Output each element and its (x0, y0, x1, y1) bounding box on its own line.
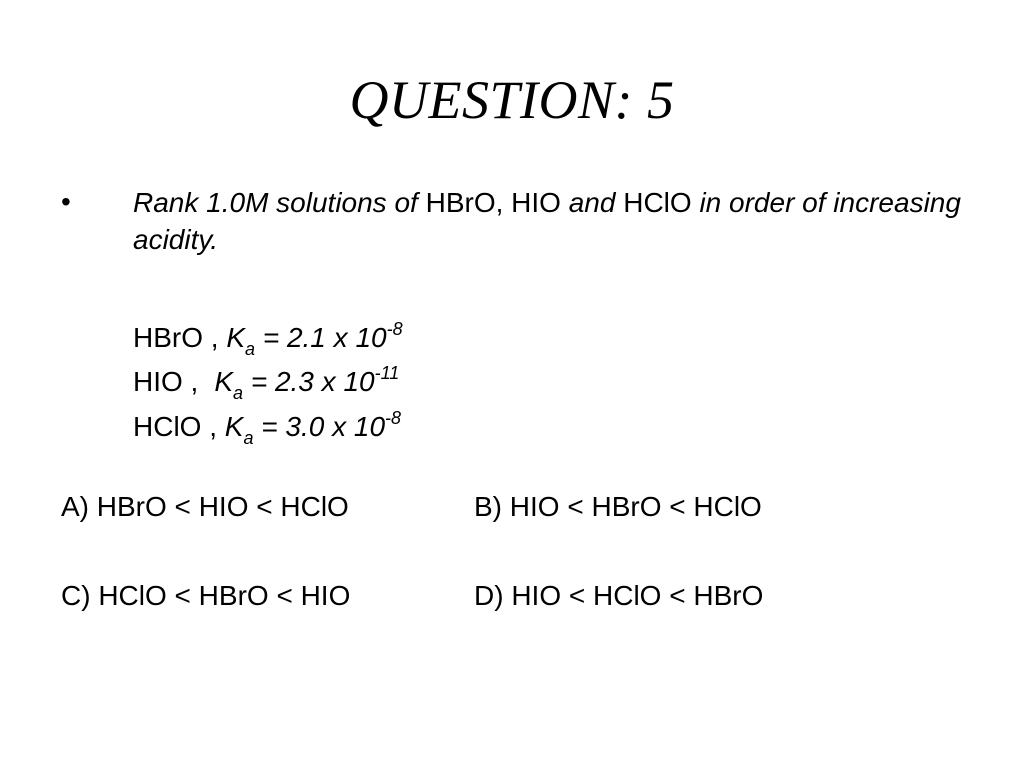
ka-symbol: K (214, 366, 234, 397)
ka-exponent: -8 (385, 408, 402, 428)
question-acid-hclo: HClO (623, 187, 692, 218)
ka-subscript: a (243, 428, 254, 448)
ka-line-hio (133, 364, 399, 403)
answer-choice-a: A) HBrO < HIO < HClO (61, 491, 349, 522)
answer-choice-d: D) HIO < HClO < HBrO (474, 580, 764, 611)
ka-expression: = 2.3 x 10 (243, 366, 375, 397)
ka-acid: HIO , (133, 366, 199, 397)
ka-subscript: a (233, 383, 244, 403)
ka-acid: HBrO , (133, 322, 219, 353)
question-and-text: and (568, 187, 616, 218)
ka-subscript: a (245, 339, 256, 359)
ka-exponent: -8 (386, 319, 403, 339)
answer-choice-c: C) HClO < HBrO < HIO (61, 580, 351, 611)
slide-title: QUESTION: 5 (349, 70, 675, 130)
question-acid-hbro: HBrO, (425, 187, 504, 218)
ka-acid: HClO , (133, 411, 217, 442)
question-end-text: in order of increasing acidity. (133, 187, 961, 255)
ka-line-hbro (133, 320, 403, 359)
answer-choice-b: B) HIO < HBrO < HClO (474, 491, 762, 522)
ka-symbol: K (226, 322, 246, 353)
question-text (133, 184, 973, 258)
ka-exponent: -11 (374, 363, 400, 383)
ka-expression: = 2.1 x 10 (255, 322, 387, 353)
ka-line-hclo (133, 409, 401, 448)
question-acid-hio: HIO (511, 187, 561, 218)
bullet-marker: • (61, 186, 71, 217)
question-rank-text: Rank 1.0M solutions of (133, 187, 418, 218)
ka-expression: = 3.0 x 10 (253, 411, 386, 442)
ka-symbol: K (224, 411, 244, 442)
